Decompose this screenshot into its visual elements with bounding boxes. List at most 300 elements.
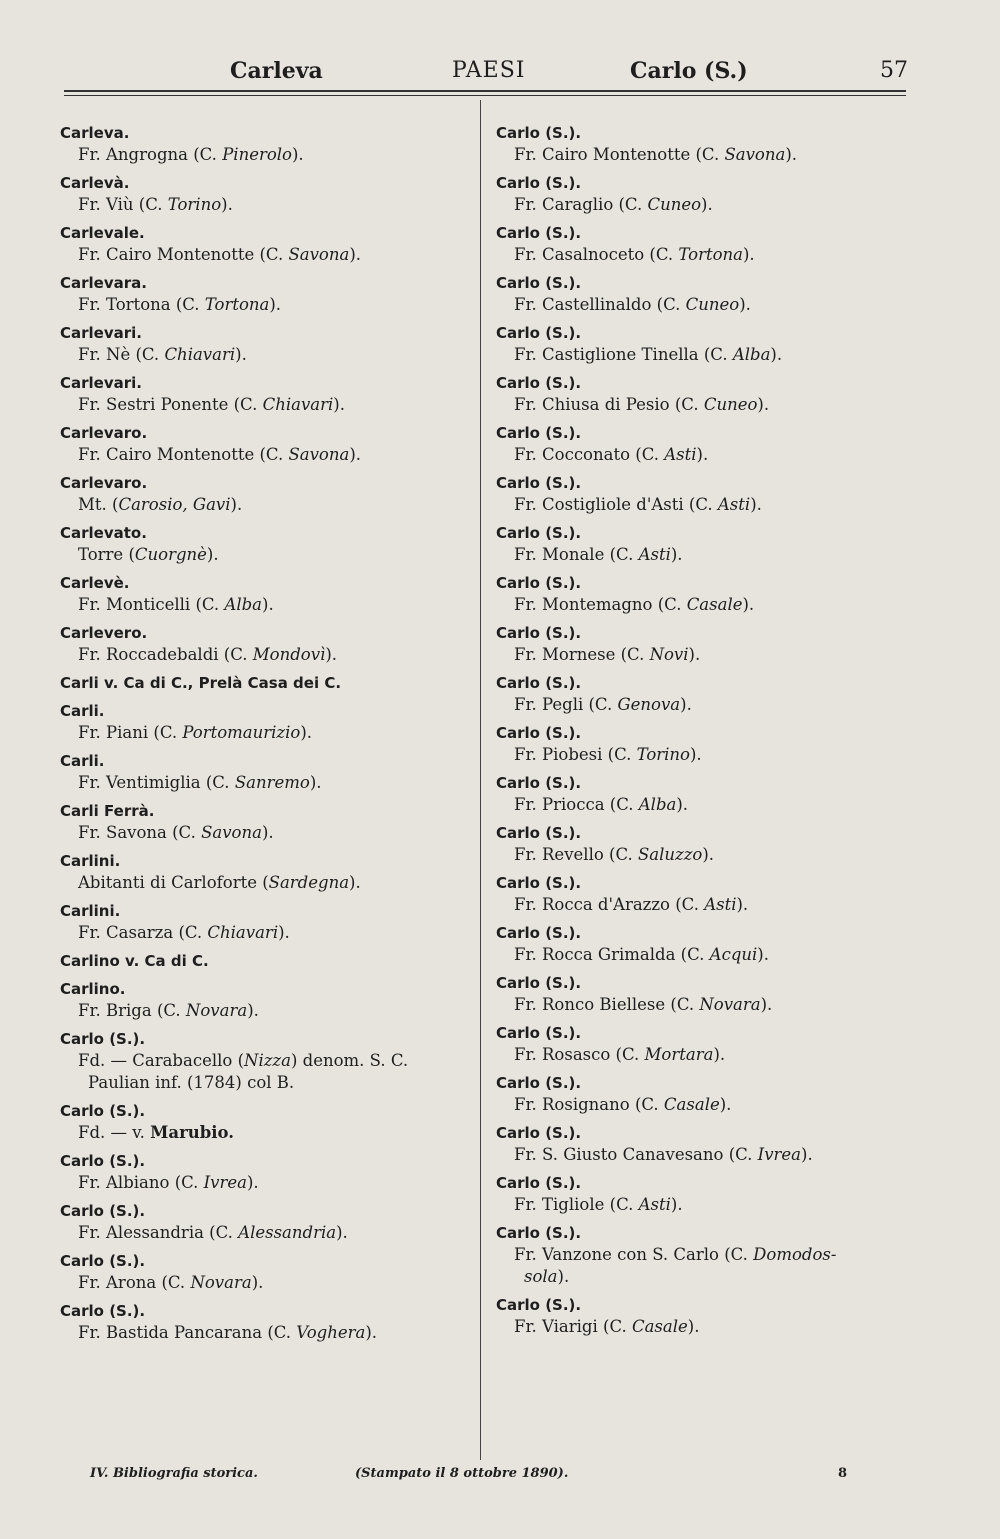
entry-text: ). (325, 645, 337, 664)
entry-headword: Carlo (S.). (496, 1124, 582, 1142)
index-entry (496, 1294, 906, 1338)
entry-line (496, 944, 906, 966)
entry-text: Fr. Castellinaldo (C. (514, 295, 686, 314)
entry-headword: Carlo (S.). (496, 724, 582, 742)
entry-line (60, 1050, 470, 1072)
entry-headword: Carli Ferrà. (60, 802, 155, 820)
entry-text: ). (785, 145, 798, 164)
entry-text: ). (770, 345, 783, 364)
entry-text: ). (349, 445, 362, 464)
entry-text: Fr. Piani (C. (78, 723, 183, 742)
entry-text: ). (251, 1273, 264, 1292)
index-entry (60, 322, 470, 366)
entry-headword: Carlo (S.). (496, 1024, 582, 1042)
place-name: Pinerolo (222, 145, 292, 164)
index-entry (496, 772, 906, 816)
entry-line (496, 144, 906, 166)
entry-line (496, 894, 906, 916)
entry-headword: Carlevari. (60, 374, 142, 392)
entry-line (496, 294, 906, 316)
index-entry (60, 422, 470, 466)
index-entry (496, 1172, 906, 1216)
entry-line (496, 694, 906, 716)
place-name: Portomaurizio (182, 723, 301, 742)
entry-headword: Carlevari. (60, 324, 142, 342)
place-name: Sardegna (268, 873, 350, 892)
entry-line (496, 394, 906, 416)
place-name: Casale (663, 1095, 720, 1114)
entry-line (60, 294, 470, 316)
entry-line (60, 1272, 470, 1294)
entry-text: Fr. Cairo Montenotte (C. (78, 445, 289, 464)
footer-sheet-number: 8 (838, 1466, 848, 1481)
index-entry (60, 1250, 470, 1294)
entry-text: Fr. Pegli (C. (514, 695, 618, 714)
entry-headword: Carlo (S.). (496, 174, 582, 192)
entry-text: ). (757, 945, 769, 964)
place-name: Mortara (644, 1045, 714, 1064)
place-name: Voghera (296, 1323, 366, 1342)
entry-text: Fd. — v. (78, 1123, 151, 1142)
place-name: Novi (649, 645, 689, 664)
entry-text: ). (247, 1173, 259, 1192)
place-name: Alessandria (238, 1223, 337, 1242)
header-rule-thick (64, 90, 906, 92)
place-name: Alba (732, 345, 771, 364)
entry-headword: Carlo (S.). (496, 424, 582, 442)
entry-text: ). (680, 695, 692, 714)
entry-text: Fr. S. Giusto Canavesano (C. (514, 1145, 758, 1164)
entry-headword: Carli v. Ca di C., Prelà Casa dei C. (60, 674, 342, 692)
entry-line (496, 1194, 906, 1216)
index-entry (60, 800, 470, 844)
entry-text: Fr. Chiusa di Pesio (C. (514, 395, 704, 414)
entry-headword: Carlevà. (60, 174, 130, 192)
entry-line (60, 822, 470, 844)
entry-line (496, 244, 906, 266)
entry-text: Fr. Caraglio (C. (514, 195, 648, 214)
entry-line (60, 394, 470, 416)
place-name: Nizza (244, 1051, 291, 1070)
index-entry (60, 700, 470, 744)
place-name: Savona (201, 823, 262, 842)
entry-headword: Carlo (S.). (496, 324, 582, 342)
place-name: Torino (636, 745, 690, 764)
index-entry (496, 222, 906, 266)
header-rule-thin (64, 95, 906, 96)
entry-headword: Carlino. (60, 980, 126, 998)
index-entry (496, 972, 906, 1016)
entry-headword: Carlo (S.). (496, 974, 582, 992)
entry-headword: Carlo (S.). (60, 1030, 146, 1048)
entry-line (60, 922, 470, 944)
index-entry (60, 978, 470, 1022)
place-name: Cuneo (703, 395, 758, 414)
place-name: Asti (664, 445, 697, 464)
index-entry (496, 822, 906, 866)
entry-text: Fr. Mornese (C. (514, 645, 650, 664)
entry-line (60, 1172, 470, 1194)
cross-reference: Marubio. (150, 1123, 235, 1142)
entry-text: Fr. Costigliole d'Asti (C. (514, 495, 718, 514)
entry-text: Fr. Briga (C. (78, 1001, 186, 1020)
index-entry (60, 1200, 470, 1244)
entry-text: ). (739, 295, 751, 314)
entry-text: Fr. Montemagno (C. (514, 595, 687, 614)
entry-text: Fr. Bastida Pancarana (C. (78, 1323, 297, 1342)
entry-headword: Carlo (S.). (496, 1224, 582, 1242)
entry-headword: Carlevara. (60, 274, 147, 292)
entry-text: Fr. Savona (C. (78, 823, 202, 842)
entry-text: Fr. Tortona (C. (78, 295, 205, 314)
place-name: Asti (638, 545, 671, 564)
entry-text: Fr. Castiglione Tinella (C. (514, 345, 733, 364)
entry-headword: Carlo (S.). (60, 1102, 146, 1120)
index-entry (496, 1222, 906, 1288)
place-name: Acqui (709, 945, 758, 964)
entry-text: Fr. Tigliole (C. (514, 1195, 639, 1214)
entry-text: Fr. Priocca (C. (514, 795, 639, 814)
entry-headword: Carlo (S.). (496, 674, 582, 692)
place-name: Alba (638, 795, 677, 814)
entry-line (60, 1322, 470, 1344)
index-entry (60, 472, 470, 516)
entry-line (60, 872, 470, 894)
entry-headword: Carlo (S.). (60, 1302, 146, 1320)
entry-line (496, 1144, 906, 1166)
entry-headword: Carlo (S.). (496, 474, 582, 492)
entry-text: ). (309, 773, 322, 792)
entry-headword: Carlo (S.). (496, 274, 582, 292)
place-name: Sanremo (234, 773, 310, 792)
page-number: 57 (880, 58, 908, 83)
entry-text: Torre ( (78, 545, 135, 564)
index-entry (496, 422, 906, 466)
entry-line (60, 722, 470, 744)
entry-line (496, 644, 906, 666)
entry-line (60, 1000, 470, 1022)
entry-headword: Carlo (S.). (496, 1174, 582, 1192)
entry-headword: Carlo (S.). (60, 1252, 146, 1270)
entry-line (496, 594, 906, 616)
entry-headword: Carlo (S.). (60, 1202, 146, 1220)
place-name: Novara (699, 995, 761, 1014)
index-entry (60, 950, 470, 972)
entry-line (496, 494, 906, 516)
entry-text: ). (713, 1045, 726, 1064)
entry-text: ). (801, 1145, 813, 1164)
entry-line (60, 494, 470, 516)
entry-text: ). (235, 345, 247, 364)
entry-text: ). (230, 495, 243, 514)
place-name: Tortona (678, 245, 743, 264)
place-name: Chiavari (164, 345, 236, 364)
index-entry (496, 1022, 906, 1066)
entry-text: Fr. Rocca Grimalda (C. (514, 945, 710, 964)
place-name: Chiavari (262, 395, 334, 414)
entry-text: ). (690, 745, 702, 764)
entry-headword: Carlevè. (60, 574, 130, 592)
entry-line (60, 244, 470, 266)
column-divider (480, 100, 481, 1460)
entry-text: ). (247, 1001, 259, 1020)
entry-text: ). (349, 245, 362, 264)
entry-line (496, 744, 906, 766)
index-entry (496, 122, 906, 166)
entry-text: Fd. — Carabacello ( (78, 1051, 245, 1070)
place-name: Domodos- (753, 1245, 837, 1264)
running-head-left: Carleva (230, 58, 323, 84)
index-entry (496, 272, 906, 316)
running-head-center: PAESI (452, 58, 526, 83)
page-header (0, 58, 1000, 88)
place-name: Tortona (204, 295, 270, 314)
place-name: Chiavari (207, 923, 279, 942)
index-entry (60, 622, 470, 666)
entry-text: ). (670, 545, 683, 564)
entry-text: ). (365, 1323, 377, 1342)
entry-headword: Carlo (S.). (496, 774, 582, 792)
index-entry (60, 1150, 470, 1194)
place-name: Savona (288, 245, 350, 264)
place-name: Novara (185, 1001, 248, 1020)
entry-text: Fr. Rocca d'Arazzo (C. (514, 895, 705, 914)
entry-text: ). (750, 495, 762, 514)
entry-text: Fr. Rosignano (C. (514, 1095, 664, 1114)
place-name: Novara (190, 1273, 252, 1292)
place-name: Cuorgnè (134, 545, 207, 564)
entry-text: ). (757, 395, 770, 414)
entry-text: Fr. Nè (C. (78, 345, 165, 364)
entry-text: Fr. Cocconato (C. (514, 445, 665, 464)
entry-line (496, 794, 906, 816)
place-name: Carosio, Gavi (118, 495, 231, 514)
entry-text: ). (349, 873, 361, 892)
page-footer (0, 1466, 1000, 1490)
index-entry (60, 572, 470, 616)
entry-text: ). (696, 445, 709, 464)
index-entry (496, 872, 906, 916)
entry-line (496, 1266, 906, 1288)
index-entry (496, 172, 906, 216)
place-name: Savona (288, 445, 350, 464)
place-name: Casale (686, 595, 743, 614)
entry-text: Fr. Piobesi (C. (514, 745, 637, 764)
entry-line (60, 1122, 470, 1144)
entry-text: ). (676, 795, 689, 814)
entry-headword: Carleva. (60, 124, 130, 142)
entry-line (60, 644, 470, 666)
place-name: Torino (167, 195, 222, 214)
footer-signature: IV. Bibliografia storica. (90, 1466, 258, 1481)
place-name: Ivrea (203, 1173, 247, 1192)
index-entry (496, 372, 906, 416)
entry-headword: Carlini. (60, 852, 121, 870)
entry-text: ). (300, 723, 313, 742)
entry-line (496, 344, 906, 366)
entry-text: Fr. Viù (C. (78, 195, 168, 214)
entry-text: ). (333, 395, 345, 414)
entry-text: Fr. Revello (C. (514, 845, 638, 864)
entry-text: ). (261, 823, 274, 842)
entry-headword: Carlevato. (60, 524, 147, 542)
entry-headword: Carlino v. Ca di C. (60, 952, 209, 970)
place-name: Ivrea (757, 1145, 802, 1164)
entry-headword: Carlo (S.). (496, 524, 582, 542)
place-name: Asti (717, 495, 751, 514)
entry-text: Fr. Monticelli (C. (78, 595, 225, 614)
entry-text: Fr. Vanzone con S. Carlo (C. (514, 1245, 754, 1264)
entry-headword: Carlevaro. (60, 474, 148, 492)
entry-text: ). (760, 995, 773, 1014)
index-entry (496, 672, 906, 716)
place-name: Mondovì (252, 645, 326, 664)
entry-line (496, 844, 906, 866)
entry-text: ). (269, 295, 282, 314)
entry-text: Fr. Monale (C. (514, 545, 639, 564)
right-column (496, 122, 906, 1338)
place-name: sola (524, 1267, 558, 1286)
index-entry (60, 272, 470, 316)
entry-text: ). (742, 595, 755, 614)
index-entry (496, 922, 906, 966)
entry-text: Fr. Rosasco (C. (514, 1045, 645, 1064)
entry-text: Abitanti di Carloforte ( (78, 873, 269, 892)
entry-text: ). (262, 595, 274, 614)
entry-line (496, 1244, 906, 1266)
index-entry (496, 472, 906, 516)
entry-text: ). (688, 645, 701, 664)
entry-headword: Carlo (S.). (496, 574, 582, 592)
entry-text: ). (702, 845, 715, 864)
entry-headword: Carlo (S.). (60, 1152, 146, 1170)
entry-text: Fr. Albiano (C. (78, 1173, 204, 1192)
running-head-right: Carlo (S.) (630, 58, 748, 84)
place-name: Asti (638, 1195, 671, 1214)
index-entry (60, 372, 470, 416)
index-entry (60, 122, 470, 166)
index-entry (496, 322, 906, 366)
entry-text: ). (278, 923, 290, 942)
place-name: Saluzzo (637, 845, 703, 864)
left-column (60, 122, 470, 1344)
entry-text: Paulian inf. (1784) col B. (88, 1073, 295, 1092)
entry-headword: Carlo (S.). (496, 624, 582, 642)
entry-text: Fr. Viarigi (C. (514, 1317, 632, 1336)
entry-line (496, 544, 906, 566)
entry-text: ). (221, 195, 233, 214)
entry-headword: Carlo (S.). (496, 924, 582, 942)
entry-line (496, 994, 906, 1016)
entry-line (60, 544, 470, 566)
place-name: Casale (631, 1317, 688, 1336)
entry-headword: Carlo (S.). (496, 1296, 582, 1314)
index-entry (60, 850, 470, 894)
entry-line (60, 344, 470, 366)
entry-line (496, 194, 906, 216)
entry-text: Fr. Arona (C. (78, 1273, 191, 1292)
entry-headword: Carlo (S.). (496, 1074, 582, 1092)
index-entry (60, 900, 470, 944)
index-entry (60, 1028, 470, 1094)
entry-text: Fr. Casalnoceto (C. (514, 245, 679, 264)
entry-text: ). (736, 895, 749, 914)
index-entry (60, 172, 470, 216)
index-entry (60, 222, 470, 266)
entry-line (496, 444, 906, 466)
entry-headword: Carlo (S.). (496, 874, 582, 892)
entry-text: Fr. Roccadebaldi (C. (78, 645, 253, 664)
entry-headword: Carlevero. (60, 624, 148, 642)
entry-text: Fr. Cairo Montenotte (C. (514, 145, 725, 164)
entry-text: ). (670, 1195, 683, 1214)
entry-line (60, 594, 470, 616)
entry-text: ). (292, 145, 304, 164)
entry-text: ) denom. S. C. (290, 1051, 409, 1070)
index-entry (496, 572, 906, 616)
entry-headword: Carlini. (60, 902, 121, 920)
entry-headword: Carlevale. (60, 224, 145, 242)
entry-text: ). (742, 245, 755, 264)
entry-line (60, 194, 470, 216)
entry-line (60, 1222, 470, 1244)
entry-text: Fr. Angrogna (C. (78, 145, 223, 164)
entry-text: ). (557, 1267, 570, 1286)
index-entry (496, 1122, 906, 1166)
index-entry (496, 1072, 906, 1116)
entry-line (60, 144, 470, 166)
entry-line (60, 1072, 470, 1094)
entry-line (496, 1094, 906, 1116)
entry-text: ). (336, 1223, 348, 1242)
footer-print-date: (Stampato il 8 ottobre 1890). (355, 1466, 569, 1481)
entry-text: Fr. Ventimiglia (C. (78, 773, 235, 792)
place-name: Genova (617, 695, 681, 714)
entry-headword: Carli. (60, 702, 105, 720)
entry-line (60, 772, 470, 794)
entry-text: Fr. Alessandria (C. (78, 1223, 239, 1242)
index-entry (496, 622, 906, 666)
entry-text: ). (206, 545, 219, 564)
index-entry (60, 1100, 470, 1144)
place-name: Cuneo (685, 295, 740, 314)
place-name: Alba (224, 595, 263, 614)
entry-headword: Carlo (S.). (496, 124, 582, 142)
place-name: Savona (724, 145, 786, 164)
entry-text: Fr. Ronco Biellese (C. (514, 995, 700, 1014)
index-entry (60, 672, 470, 694)
entry-text: Fr. Casarza (C. (78, 923, 208, 942)
index-entry (60, 1300, 470, 1344)
entry-line (496, 1316, 906, 1338)
entry-headword: Carlo (S.). (496, 824, 582, 842)
entry-text: ). (719, 1095, 732, 1114)
entry-line (60, 444, 470, 466)
entry-text: ). (687, 1317, 700, 1336)
entry-text: Fr. Cairo Montenotte (C. (78, 245, 289, 264)
entry-headword: Carlo (S.). (496, 224, 582, 242)
place-name: Asti (704, 895, 737, 914)
entry-headword: Carlevaro. (60, 424, 148, 442)
index-entry (496, 722, 906, 766)
entry-headword: Carlo (S.). (496, 374, 582, 392)
entry-text: ). (701, 195, 713, 214)
entry-line (496, 1044, 906, 1066)
index-entry (496, 522, 906, 566)
index-entry (60, 522, 470, 566)
entry-text: Mt. ( (78, 495, 119, 514)
entry-text: Fr. Sestri Ponente (C. (78, 395, 263, 414)
